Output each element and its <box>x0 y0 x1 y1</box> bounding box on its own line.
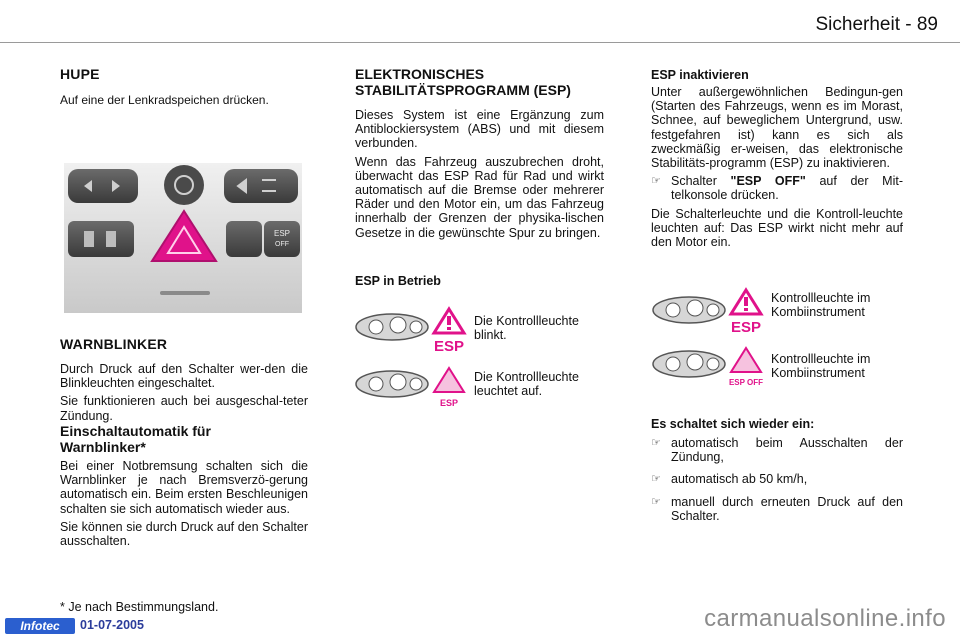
dashboard-panel-image <box>64 163 302 313</box>
page-header: Sicherheit - 89 <box>815 14 938 35</box>
esp-off-p1: Unter außergewöhnlichen Bedingun-gen (Starten des Fahrzeugs, wenn es im Morast, Schnee, auf beweglichem Untergrund, usw. festgefahren ist) kann es sich als zweckmäßig er-weisen, das elektronische Stabilitäts-programm (ESP) zu inaktivieren. <box>651 85 903 171</box>
warnblinker-p4: Sie können sie durch Druck auf den Schalter ausschalten. <box>60 519 308 549</box>
pointer-icon: ☞ <box>651 437 661 449</box>
warnblinker-title: WARNBLINKER <box>60 336 168 352</box>
warnblinker-p1: Durch Druck auf den Schalter wer-den die Blinkleuchten eingeschaltet. <box>60 362 308 391</box>
caption-blinkt: Die Kontrollleuchte blinkt. <box>474 314 579 342</box>
esp-p1: Dieses System ist eine Ergänzung zum Antiblockiersystem (ABS) und mit diesem verbunden. <box>355 108 604 151</box>
svg-text:ESP: ESP <box>273 229 291 238</box>
esp-betrieb-title: ESP in Betrieb <box>355 274 441 288</box>
caption-cluster-1: Kontrollleuchte im Kombiinstrument <box>771 291 871 319</box>
caption-leuchtet: Die Kontrollleuchte leuchtet auf. <box>474 370 579 398</box>
esp-off-label: ESP OFF <box>728 378 764 387</box>
instrument-cluster-esp-icon <box>354 305 469 355</box>
esp-body <box>355 108 604 244</box>
warnblinker-body-2 <box>60 459 308 552</box>
esp-off-p2: Die Schalterleuchte und die Kontroll-leuchte leuchten auf: Das ESP wirkt nicht mehr auf den Motor ein. <box>651 206 903 250</box>
cluster-esp-off-icon <box>651 344 766 388</box>
esp-label-small: ESP <box>439 398 459 408</box>
cluster-esp-icon <box>651 286 766 336</box>
hazard-switch-photo <box>64 163 302 313</box>
list-item: ☞ automatisch beim Ausschalten der Zündung, <box>651 436 903 465</box>
reactivate-title: Es schaltet sich wieder ein: <box>651 417 815 431</box>
svg-text:OFF: OFF <box>275 241 289 248</box>
esp-off-body <box>651 85 903 253</box>
caption-cluster-2: Kontrollleuchte im Kombiinstrument <box>771 352 871 380</box>
footnote: * Je nach Bestimmungsland. <box>60 600 219 614</box>
esp-label: ESP <box>433 338 465 355</box>
infotec-logo: Infotec <box>5 618 75 634</box>
esp-off-bullet: ☞ Schalter "ESP OFF" auf der Mit-telkonsole drücken. <box>651 174 903 203</box>
list-item: ☞ manuell durch erneuten Druck auf den Schalter. <box>651 494 903 523</box>
pointer-icon: ☞ <box>651 495 661 508</box>
warnblinker-subtitle: Einschaltautomatik für Warnblinker* <box>60 423 211 455</box>
warnblinker-body <box>60 362 308 427</box>
hupe-text: Auf eine der Lenkradspeichen drücken. <box>60 93 269 107</box>
reactivate-list <box>651 436 903 531</box>
esp-label-2: ESP <box>730 319 762 336</box>
esp-p2: Wenn das Fahrzeug auszubrechen droht, überwacht das ESP Rad für Rad und wirkt automatisch auf die Bremse oder mehrerer Räder und den Motor ein, um das Fahrzeug innerhalb der Grenzen der physika-lischen Gesetze in die gewünschte Spur zu bringen. <box>355 154 604 240</box>
header-divider <box>0 42 960 43</box>
footer-date: 01-07-2005 <box>80 618 144 632</box>
list-item: ☞ automatisch ab 50 km/h, <box>651 472 808 487</box>
hupe-title: HUPE <box>60 66 100 82</box>
esp-off-title: ESP inaktivieren <box>651 68 749 82</box>
warnblinker-p2: Sie funktionieren auch bei ausgeschal-teter Zündung. <box>60 394 308 423</box>
watermark: carmanualsonline.info <box>704 605 946 632</box>
pointer-icon: ☞ <box>651 473 661 486</box>
esp-title: ELEKTRONISCHES STABILITÄTSPROGRAMM (ESP) <box>355 66 571 98</box>
warnblinker-p3: Bei einer Notbremsung schalten sich die Warnblinker je nach Bremsverzö-gerung automatisch ein. Beim ersten Beschleunigen schalten sie sich automatisch wieder aus. <box>60 459 308 516</box>
pointer-icon: ☞ <box>651 175 661 188</box>
instrument-cluster-esp-lit-icon <box>354 364 469 410</box>
